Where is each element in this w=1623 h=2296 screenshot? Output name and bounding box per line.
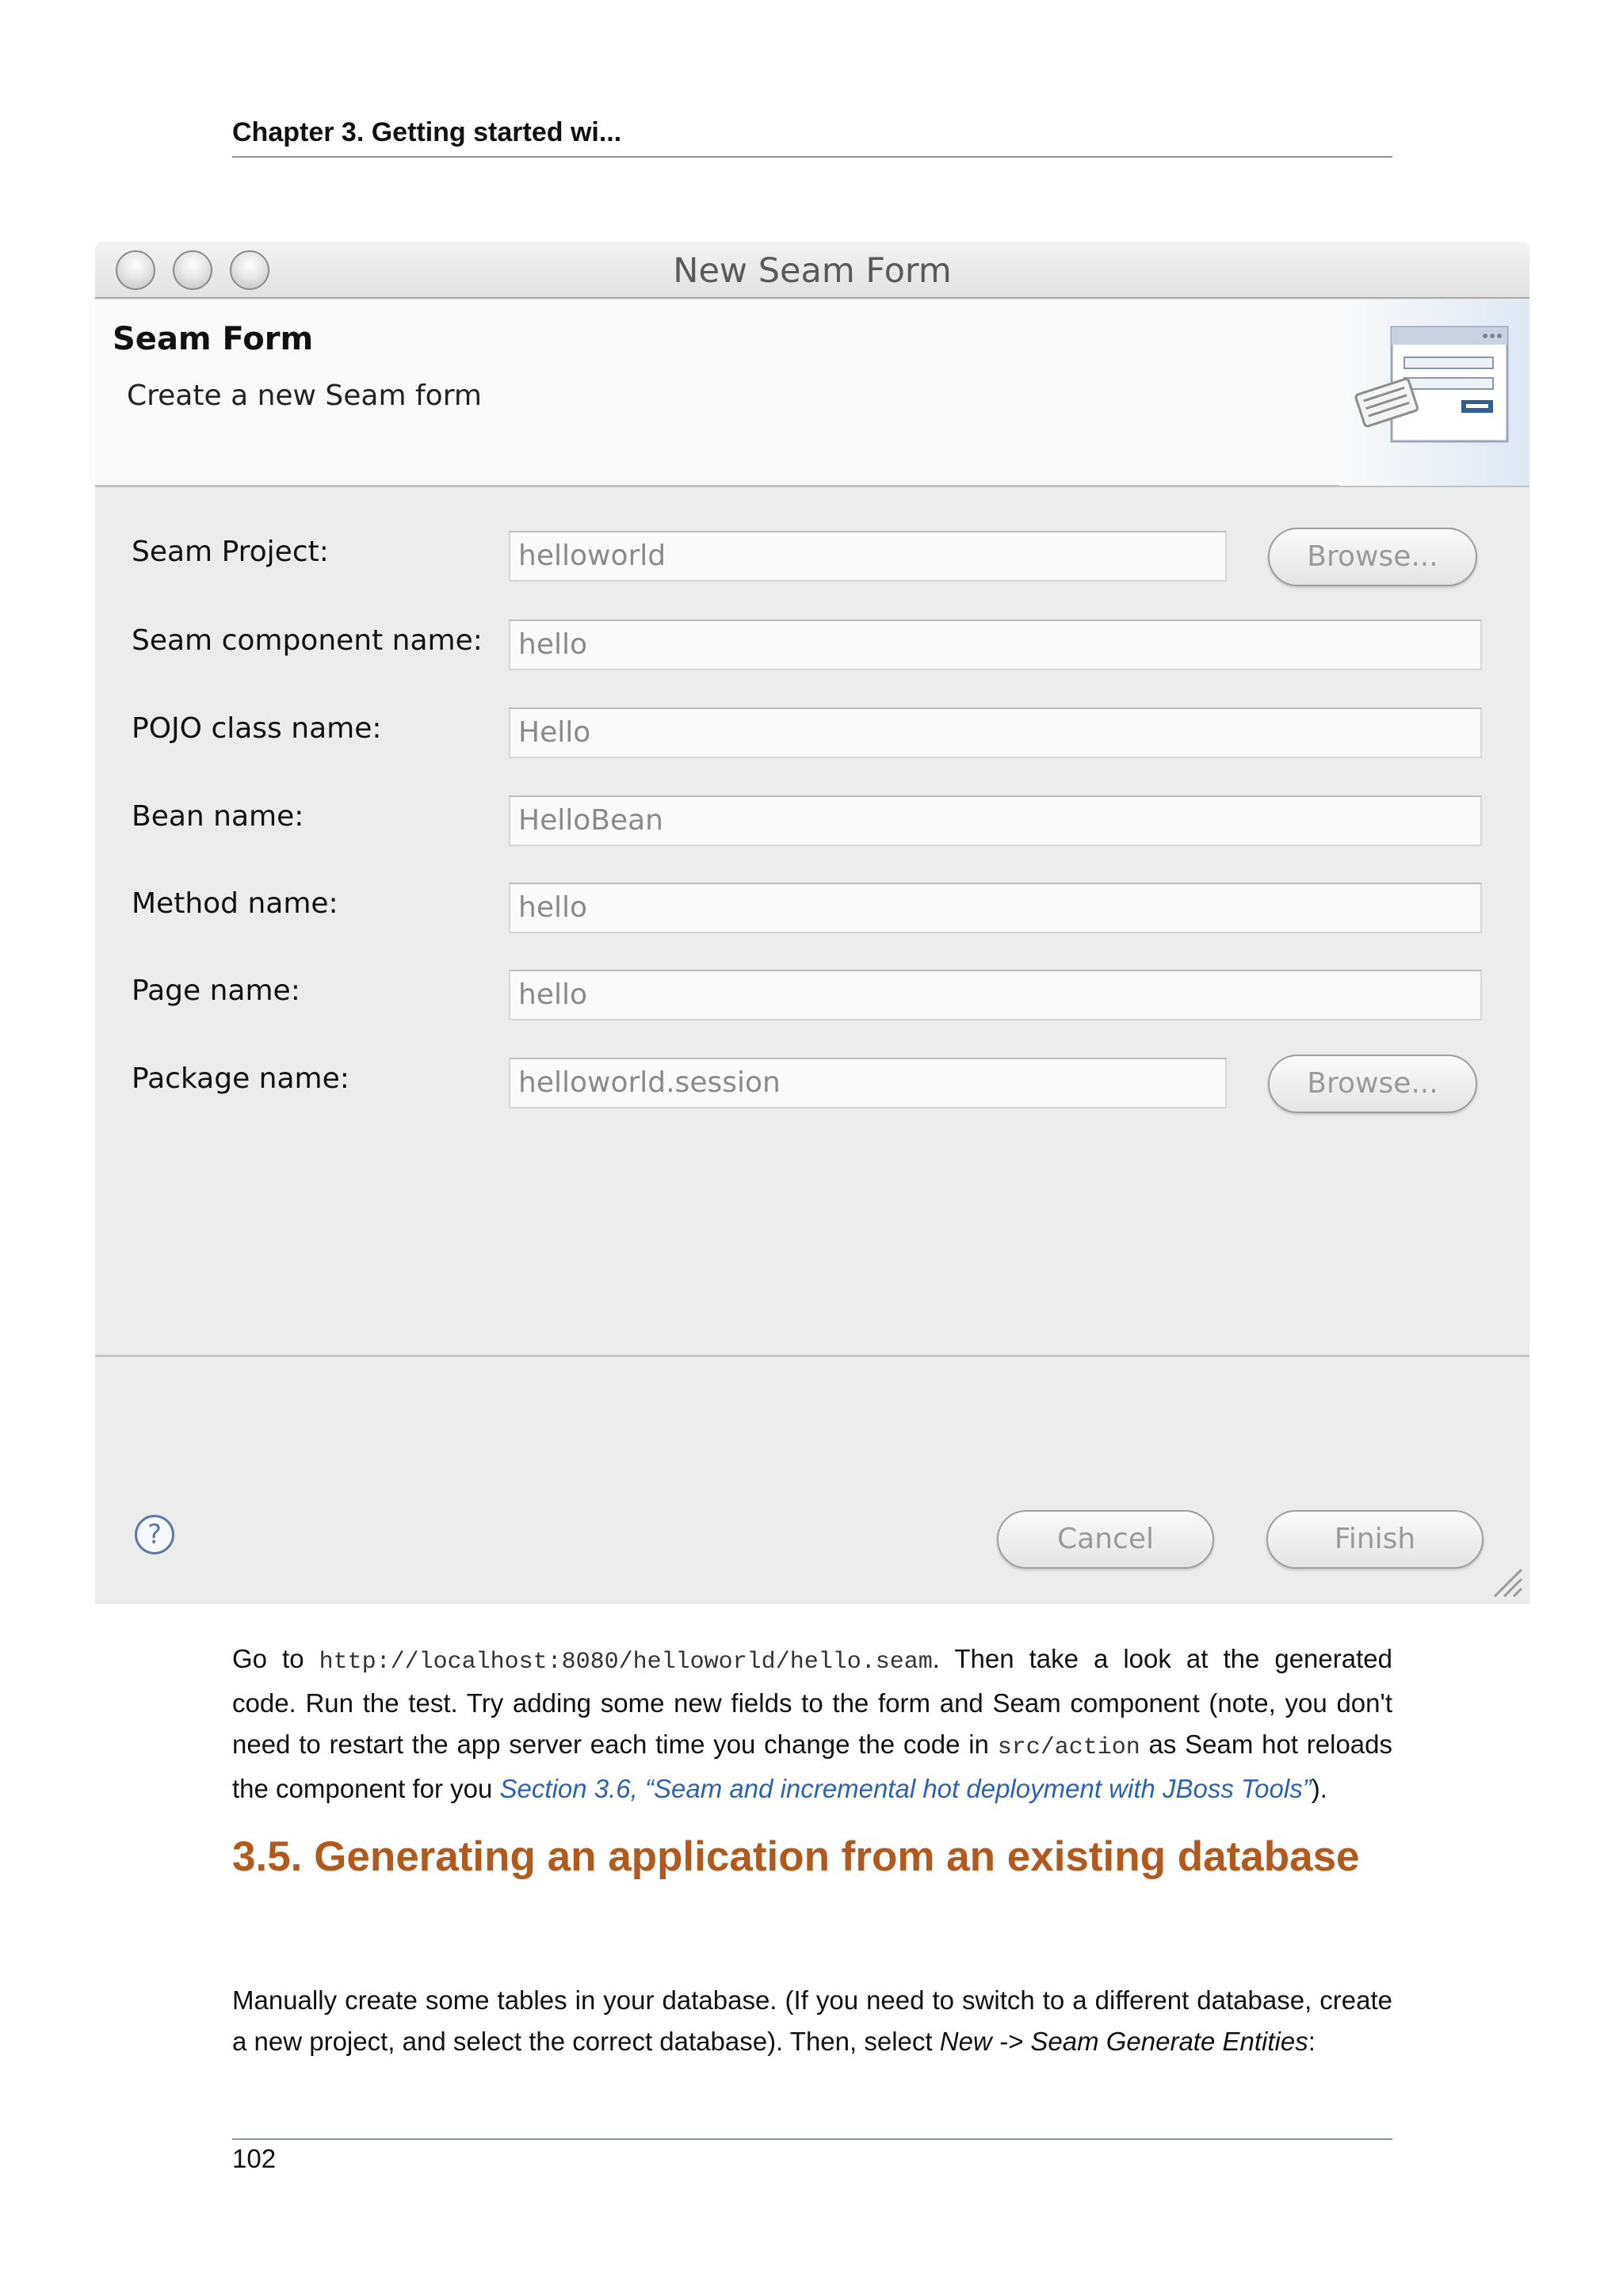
p2-text-1: Manually create some tables in your database. (If you need to switch to a different database, create a new project, and select the correct database). Then, select bbox=[232, 1985, 1392, 2056]
banner-title: Seam Form bbox=[113, 321, 314, 357]
seam-component-name-label: Seam component name: bbox=[132, 624, 483, 657]
bean-name-label: Bean name: bbox=[132, 800, 304, 833]
page-number: 102 bbox=[232, 2144, 277, 2173]
pojo-class-name-input[interactable]: Hello bbox=[509, 707, 1482, 758]
bean-name-input[interactable]: HelloBean bbox=[509, 795, 1482, 846]
seam-component-name-input[interactable]: hello bbox=[509, 620, 1482, 670]
body-paragraph-2 bbox=[232, 1980, 1392, 2062]
section-3-6-link[interactable]: Section 3.6, “Seam and incremental hot deployment with JBoss Tools” bbox=[499, 1774, 1312, 1803]
new-seam-form-dialog bbox=[95, 242, 1529, 1604]
header-divider bbox=[232, 156, 1392, 158]
window-title: New Seam Form bbox=[673, 251, 952, 291]
help-icon[interactable]: ? bbox=[135, 1515, 174, 1554]
p1-text-2: . Then take a look at the generated code. Run the test. Try adding some new fields to the form and Seam component (note, you don't need to restart the app server each time you change the code in bbox=[232, 1644, 1392, 1759]
page-name-label: Page name: bbox=[132, 974, 300, 1007]
finish-button[interactable]: Finish bbox=[1266, 1510, 1484, 1569]
form-wizard-icon bbox=[1339, 300, 1529, 486]
seam-project-browse-button[interactable]: Browse... bbox=[1268, 528, 1477, 586]
footer-divider bbox=[232, 2138, 1392, 2140]
pojo-class-name-label: POJO class name: bbox=[132, 712, 382, 745]
hello-seam-url: http://localhost:8080/helloworld/hello.seam bbox=[319, 1649, 933, 1676]
form-area bbox=[95, 490, 1529, 1355]
package-name-label: Package name: bbox=[132, 1062, 349, 1095]
seam-project-label: Seam Project: bbox=[132, 536, 329, 568]
p1-text-4: ). bbox=[1311, 1774, 1327, 1803]
menu-path: New -> Seam Generate Entities bbox=[939, 2027, 1308, 2056]
p1-text-3: as Seam hot reloads the component for you bbox=[232, 1730, 1392, 1803]
page-name-input[interactable]: hello bbox=[509, 970, 1482, 1020]
method-name-label: Method name: bbox=[132, 887, 338, 920]
banner-subtitle: Create a new Seam form bbox=[127, 379, 482, 412]
resize-grip-icon[interactable] bbox=[1490, 1565, 1525, 1600]
button-bar-divider bbox=[95, 1355, 1529, 1357]
method-name-input[interactable]: hello bbox=[509, 883, 1482, 933]
package-name-browse-button[interactable]: Browse... bbox=[1268, 1055, 1477, 1113]
wizard-banner bbox=[95, 300, 1529, 487]
section-heading: 3.5. Generating an application from an existing database bbox=[232, 1833, 1360, 1880]
body-paragraph-1 bbox=[232, 1638, 1392, 1810]
package-name-input[interactable]: helloworld.session bbox=[509, 1058, 1227, 1108]
dialog-titlebar bbox=[95, 242, 1529, 299]
p1-text-1: Go to bbox=[232, 1644, 319, 1673]
cancel-button[interactable]: Cancel bbox=[997, 1510, 1214, 1569]
running-header: Chapter 3. Getting started wi... bbox=[232, 117, 622, 147]
src-action-path: src/action bbox=[997, 1734, 1140, 1761]
seam-project-input[interactable]: helloworld bbox=[509, 531, 1227, 582]
p2-text-2: : bbox=[1308, 2027, 1316, 2056]
